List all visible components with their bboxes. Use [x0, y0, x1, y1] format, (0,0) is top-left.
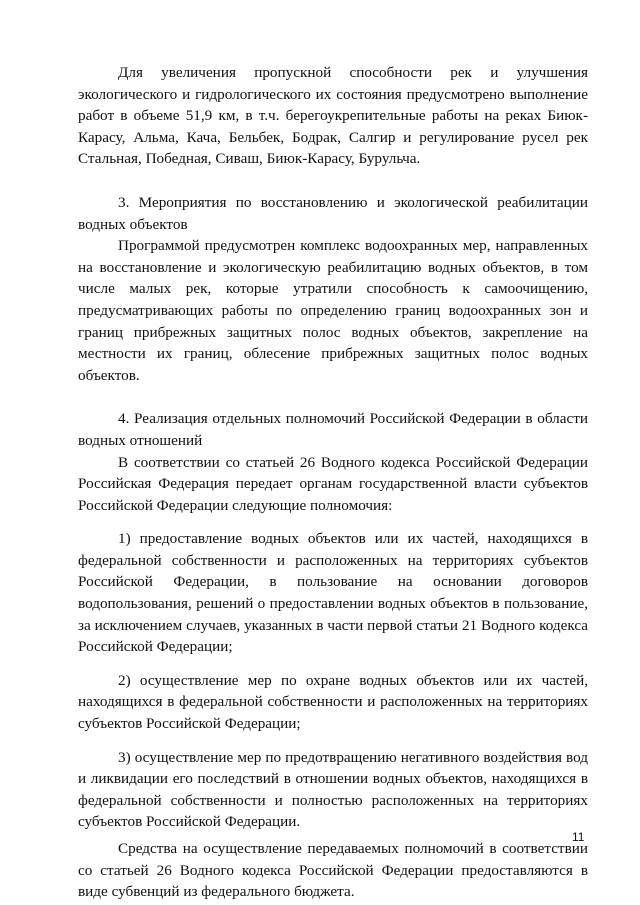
paragraph-river-works: Для увеличения пропускной способности рек и улучшения экологического и гидрологического их состояния предусмотрено выполнение работ в объеме 51,9 км, в т.ч. берегоукрепительные работы на реках Биюк-Карасу, Альма, Кача, Бельбек, Бодрак, Салгир и регулирование русел рек Стальная, Победная, Сиваш, Биюк-Карасу, Бурульча. — [78, 64, 588, 168]
paragraph-article-26: В соответствии со статьей 26 Водного кодекса Российской Федерации Российская Федерация передает органам государственной власти субъектов Российской Федерации следующие полномочия: — [78, 453, 588, 514]
page-number: 11 — [572, 830, 585, 844]
section-heading-restoration: 3. Мероприятия по восстановлению и экологической реабилитации водных объектов — [78, 193, 588, 233]
list-item-power-1: 1) предоставление водных объектов или их частей, находящихся в федеральной собственности и расположенных на территориях субъектов Российской Федерации, в пользование на основании договоров водопользования, решений о предоставлении водных объектов в пользование, за исключением случаев, указанных в части первой статьи 21 Водного кодекса Российской Федерации; — [78, 530, 588, 656]
paragraph-subventions: Средства на осуществление передаваемых полномочий в соответствии со статьей 26 Водного кодекса Российской Федерации предоставляются в виде субвенций из федерального бюджета. — [78, 840, 588, 901]
list-item-power-2: 2) осуществление мер по охране водных объектов или их частей, находящихся в федеральной собственности и расположенных на территориях субъектов Российской Федерации; — [78, 671, 588, 733]
document-page — [78, 62, 588, 903]
section-heading-federal-powers: 4. Реализация отдельных полномочий Российской Федерации в области водных отношений — [78, 410, 588, 449]
list-item-power-3: 3) осуществление мер по предотвращению негативного воздействия вод и ликвидации его последствий в отношении водных объектов, находящихся в федеральной собственности и полностью расположенных на территориях субъектов Российской Федерации. — [78, 748, 588, 831]
paragraph-restoration-measures: Программой предусмотрен комплекс водоохранных мер, направленных на восстановление и экологическую реабилитацию водных объектов, в том числе малых рек, которые утратили способность к самоочищению, предусматривающих работы по определению границ водоохранных зон и границ прибрежных защитных полос водных объектов, закрепление на местности их границ, облесение прибрежных защитных полос водных объектов. — [78, 237, 588, 384]
